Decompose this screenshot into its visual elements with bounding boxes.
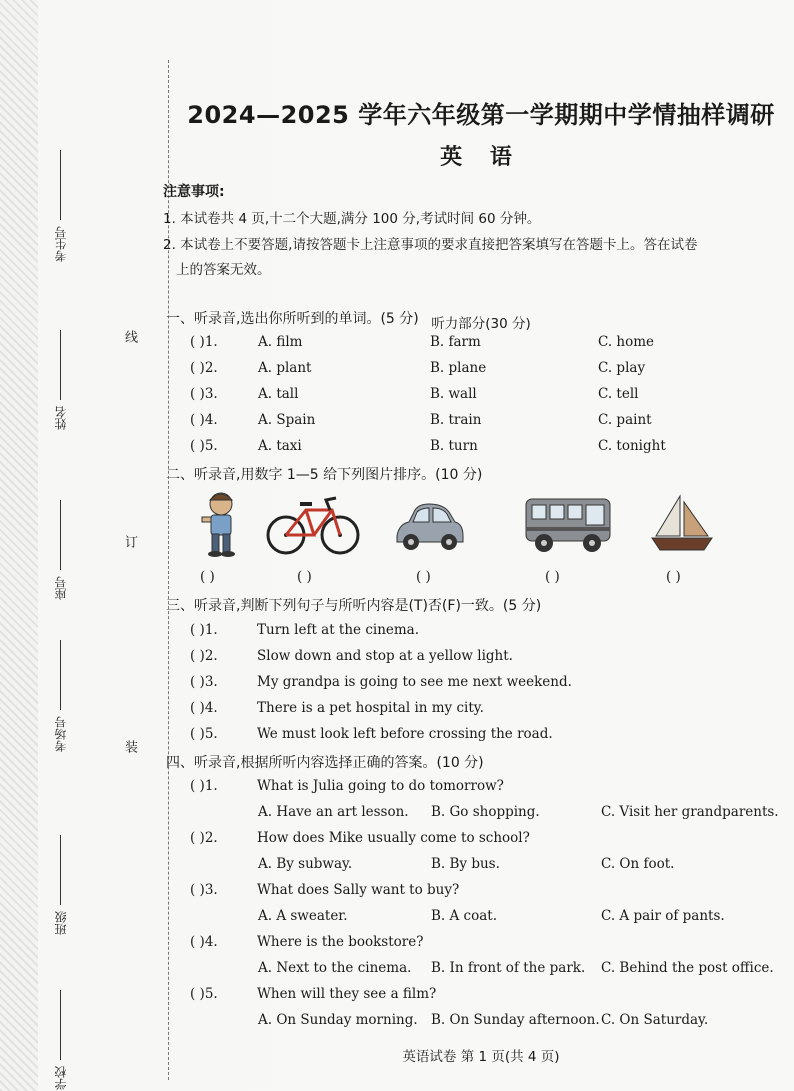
section1-q1-option-b[interactable]: B. farm xyxy=(430,334,481,350)
section1-q1-option-a[interactable]: A. film xyxy=(258,334,303,350)
section3-item3-number[interactable]: ( )3. xyxy=(190,674,218,690)
picture-4-blank[interactable]: ( ) xyxy=(545,569,560,585)
section1-q3-option-c[interactable]: C. tell xyxy=(598,386,639,402)
section1-q1-option-c[interactable]: C. home xyxy=(598,334,655,350)
section4-q2-number[interactable]: ( )2. xyxy=(190,830,218,846)
section4-q1-question: What is Julia going to do tomorrow? xyxy=(257,778,504,794)
exam-no-label: 考生号 xyxy=(54,226,68,262)
school-label: 学校 xyxy=(54,1066,68,1090)
note-item-2-cont: 上的答案无效。 xyxy=(176,262,271,278)
section4-q3-option-a[interactable]: A. A sweater. xyxy=(258,908,348,924)
section1-q5-option-c[interactable]: C. tonight xyxy=(598,438,666,454)
section4-q4-option-b[interactable]: B. In front of the park. xyxy=(431,960,586,976)
section1-q2-option-c[interactable]: C. play xyxy=(598,360,646,376)
picture-2-blank[interactable]: ( ) xyxy=(297,569,312,585)
section1-q2-option-b[interactable]: B. plane xyxy=(430,360,487,376)
section1-heading-text: 一、听录音,选出你所听到的单词。(5 分) xyxy=(166,311,419,327)
note-item-2: 2. 本试卷上不要答题,请按答题卡上注意事项的要求直接把答案填写在答题卡上。答在试卷 xyxy=(163,237,698,253)
section3-item5-number[interactable]: ( )5. xyxy=(190,726,218,742)
section3-item2-number[interactable]: ( )2. xyxy=(190,648,218,664)
section4-q2-option-b[interactable]: B. By bus. xyxy=(431,856,500,872)
section1-q4-option-b[interactable]: B. train xyxy=(430,412,482,428)
section4-q4-question: Where is the bookstore? xyxy=(257,934,424,950)
name-label: 姓名 xyxy=(54,406,68,430)
section4-q5-option-a[interactable]: A. On Sunday morning. xyxy=(258,1012,418,1028)
school-field xyxy=(52,990,69,1090)
car-icon xyxy=(393,498,465,558)
listening-part-heading: 听力部分(30 分) xyxy=(431,316,531,332)
class-label: 班级 xyxy=(54,911,68,935)
section3-item1-number[interactable]: ( )1. xyxy=(190,622,218,638)
room-field xyxy=(52,640,69,752)
note-item-1: 1. 本试卷共 4 页,十二个大题,满分 100 分,考试时间 60 分钟。 xyxy=(163,211,541,227)
section4-q4-option-a[interactable]: A. Next to the cinema. xyxy=(258,960,412,976)
section4-q3-number[interactable]: ( )3. xyxy=(190,882,218,898)
section1-q3-option-a[interactable]: A. tall xyxy=(258,386,299,402)
room-blank xyxy=(61,640,62,710)
notes-heading: 注意事项: xyxy=(163,184,225,200)
section4-q2-option-a[interactable]: A. By subway. xyxy=(258,856,353,872)
section3-heading: 三、听录音,判断下列句子与所听内容是(T)否(F)一致。(5 分) xyxy=(166,598,542,614)
section4-q5-option-c[interactable]: C. On Saturday. xyxy=(601,1012,709,1028)
section3-item5-text: We must look left before crossing the road. xyxy=(257,726,553,742)
section4-q5-option-b[interactable]: B. On Sunday afternoon. xyxy=(431,1012,600,1028)
class-field xyxy=(52,835,69,935)
name-field xyxy=(52,330,69,430)
section4-q3-option-b[interactable]: B. A coat. xyxy=(431,908,497,924)
boy-icon xyxy=(198,488,244,560)
bicycle-icon xyxy=(266,490,360,560)
section1-q3-number[interactable]: ( )3. xyxy=(190,386,218,402)
section1-q5-option-b[interactable]: B. turn xyxy=(430,438,478,454)
room-label: 考场号 xyxy=(54,716,68,752)
section1-q4-number[interactable]: ( )4. xyxy=(190,412,218,428)
cut-mark-zhuang: 装 xyxy=(122,740,137,753)
seat-label: 座号 xyxy=(54,576,68,600)
exam-title: 2024—2025 学年六年级第一学期期中学情抽样调研 xyxy=(187,101,775,129)
section3-item1-text: Turn left at the cinema. xyxy=(257,622,420,638)
section1-q5-option-a[interactable]: A. taxi xyxy=(258,438,302,454)
page-footer: 英语试卷 第 1 页(共 4 页) xyxy=(402,1049,560,1065)
section1-q2-option-a[interactable]: A. plant xyxy=(258,360,312,376)
section3-item4-text: There is a pet hospital in my city. xyxy=(257,700,484,716)
section4-q3-option-c[interactable]: C. A pair of pants. xyxy=(601,908,725,924)
seat-field xyxy=(52,500,69,600)
section1-q4-option-c[interactable]: C. paint xyxy=(598,412,652,428)
section4-q2-option-c[interactable]: C. On foot. xyxy=(601,856,675,872)
picture-1-blank[interactable]: ( ) xyxy=(200,569,215,585)
exam-no-field xyxy=(52,150,69,262)
section1-q2-number[interactable]: ( )2. xyxy=(190,360,218,376)
section3-item4-number[interactable]: ( )4. xyxy=(190,700,218,716)
binding-margin xyxy=(0,0,38,1091)
section4-q1-option-b[interactable]: B. Go shopping. xyxy=(431,804,540,820)
section1-heading xyxy=(166,308,419,328)
bus-icon xyxy=(522,493,618,557)
section1-q5-number[interactable]: ( )5. xyxy=(190,438,218,454)
section4-heading: 四、听录音,根据所听内容选择正确的答案。(10 分) xyxy=(166,755,484,771)
section4-q3-question: What does Sally want to buy? xyxy=(257,882,460,898)
section3-item2-text: Slow down and stop at a yellow light. xyxy=(257,648,513,664)
exam-subject: 英 语 xyxy=(440,145,522,170)
section4-q1-option-a[interactable]: A. Have an art lesson. xyxy=(258,804,409,820)
section1-q1-number[interactable]: ( )1. xyxy=(190,334,218,350)
section4-q5-question: When will they see a film? xyxy=(257,986,437,1002)
name-blank xyxy=(61,330,62,400)
section4-q1-option-c[interactable]: C. Visit her grandparents. xyxy=(601,804,779,820)
section4-q2-question: How does Mike usually come to school? xyxy=(257,830,530,846)
section4-q1-number[interactable]: ( )1. xyxy=(190,778,218,794)
exam-no-blank xyxy=(61,150,62,220)
section2-heading: 二、听录音,用数字 1—5 给下列图片排序。(10 分) xyxy=(166,467,483,483)
seat-blank xyxy=(61,500,62,570)
class-blank xyxy=(61,835,62,905)
cut-mark-line: 线 xyxy=(122,330,137,343)
cut-mark-ding: 订 xyxy=(122,535,137,548)
section1-q3-option-b[interactable]: B. wall xyxy=(430,386,477,402)
picture-5-blank[interactable]: ( ) xyxy=(666,569,681,585)
section3-item3-text: My grandpa is going to see me next weekend. xyxy=(257,674,572,690)
section1-q4-option-a[interactable]: A. Spain xyxy=(258,412,316,428)
section4-q4-number[interactable]: ( )4. xyxy=(190,934,218,950)
picture-3-blank[interactable]: ( ) xyxy=(416,569,431,585)
section4-q4-option-c[interactable]: C. Behind the post office. xyxy=(601,960,774,976)
section4-q5-number[interactable]: ( )5. xyxy=(190,986,218,1002)
school-blank xyxy=(61,990,62,1060)
sailboat-icon xyxy=(648,492,716,556)
